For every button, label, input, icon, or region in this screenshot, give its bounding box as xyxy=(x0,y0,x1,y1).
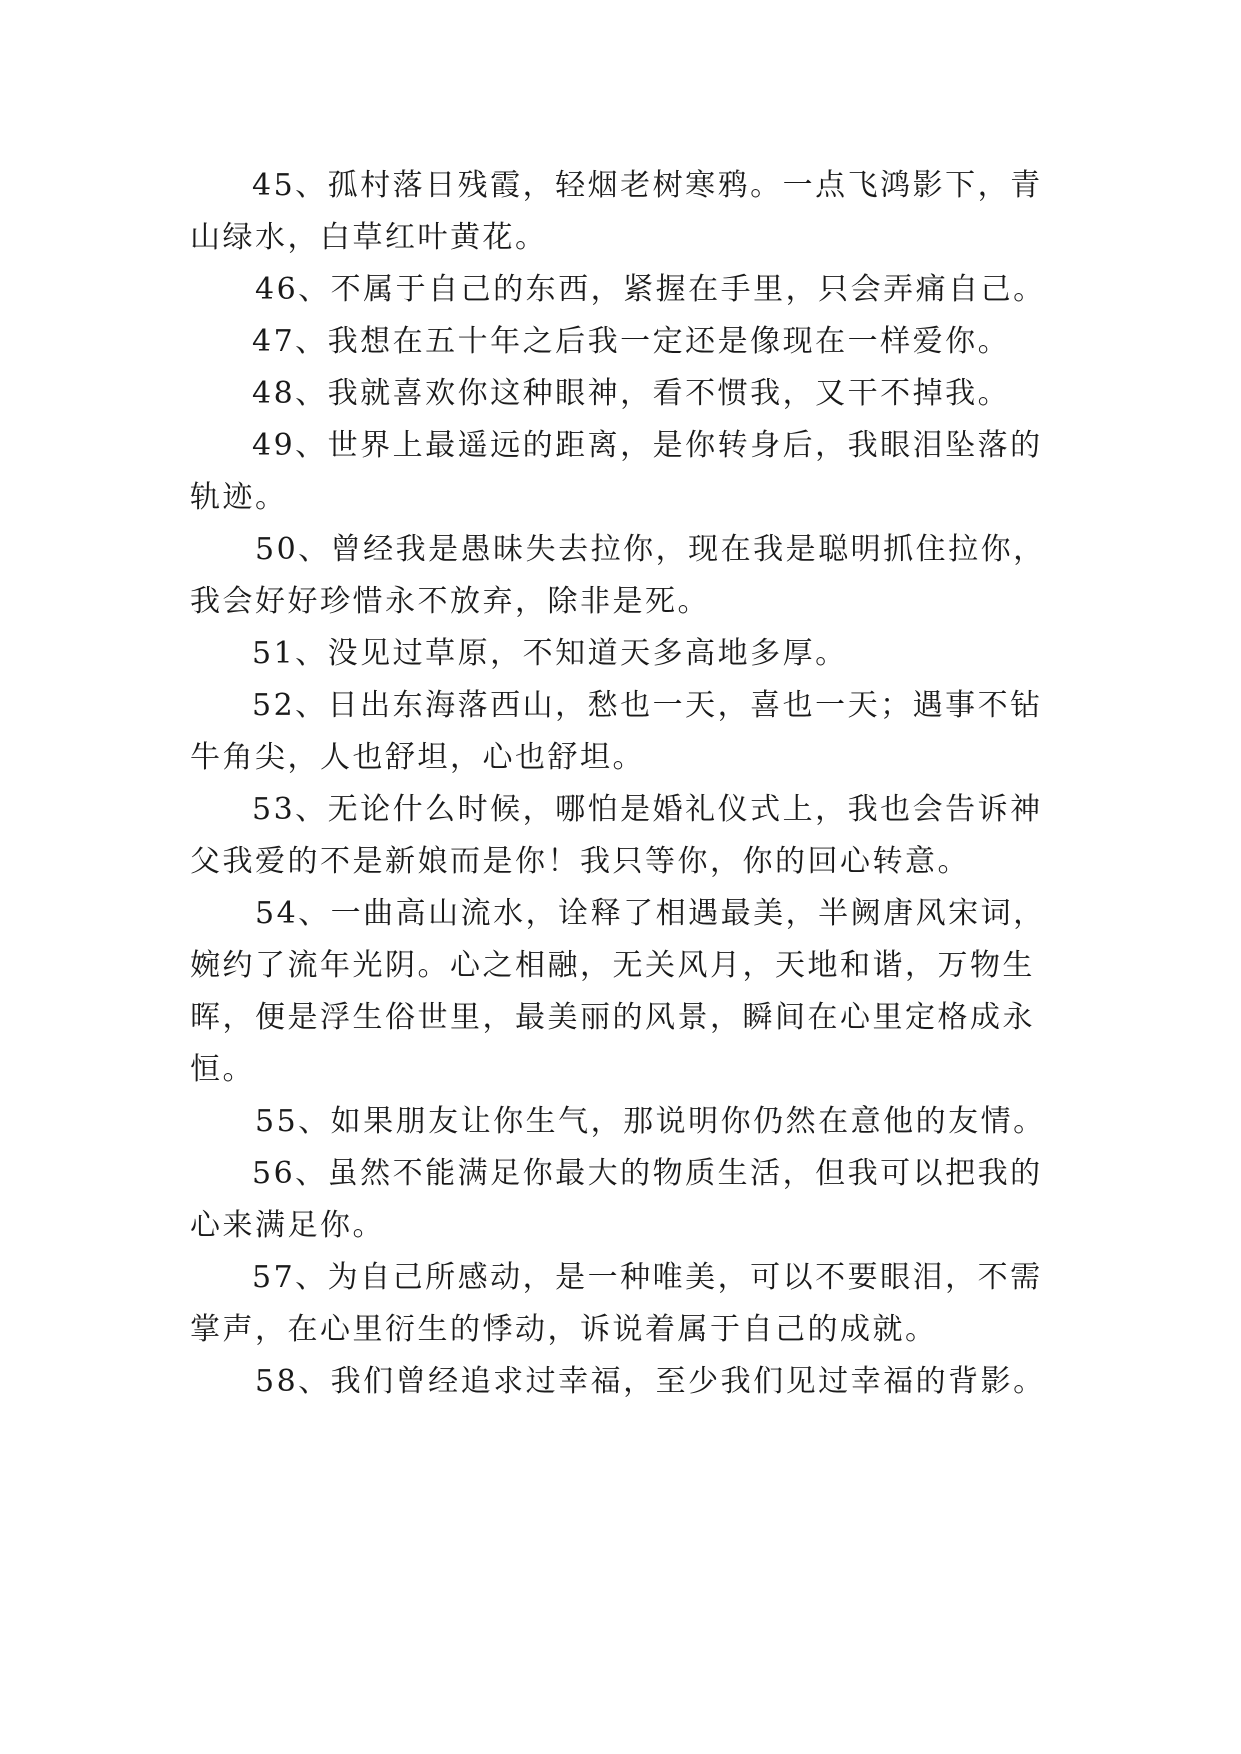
paragraph-46-line-1: 46、不属于自己的东西，紧握在手里，只会弄痛自己。 xyxy=(255,272,1046,307)
paragraph-54-line-1: 54、一曲高山流水，诠释了相遇最美，半阙唐风宋词， xyxy=(255,896,1046,931)
paragraph-54-line-2: 婉约了流年光阴。心之相融，无关风月，天地和谐，万物生 xyxy=(190,948,1035,983)
paragraph-55-line-1: 55、如果朋友让你生气，那说明你仍然在意他的友情。 xyxy=(255,1104,1046,1139)
paragraph-49-line-2: 轨迹。 xyxy=(190,480,288,515)
paragraph-53-line-2: 父我爱的不是新娘而是你！我只等你，你的回心转意。 xyxy=(190,844,970,879)
paragraph-50-line-2: 我会好好珍惜永不放弃，除非是死。 xyxy=(190,584,710,619)
paragraph-47-line-1: 47、我想在五十年之后我一定还是像现在一样爱你。 xyxy=(252,324,1011,359)
paragraph-51-line-1: 51、没见过草原，不知道天多高地多厚。 xyxy=(252,636,848,671)
paragraph-52-line-1: 52、日出东海落西山，愁也一天，喜也一天；遇事不钻 xyxy=(252,688,1043,723)
paragraph-49-line-1: 49、世界上最遥远的距离，是你转身后，我眼泪坠落的 xyxy=(252,428,1043,463)
paragraph-57-line-1: 57、为自己所感动，是一种唯美，可以不要眼泪，不需 xyxy=(252,1260,1043,1295)
paragraph-56-line-2: 心来满足你。 xyxy=(190,1208,385,1243)
paragraph-53-line-1: 53、无论什么时候，哪怕是婚礼仪式上，我也会告诉神 xyxy=(252,792,1043,827)
paragraph-57-line-2: 掌声，在心里衍生的悸动，诉说着属于自己的成就。 xyxy=(190,1312,938,1347)
paragraph-50-line-1: 50、曾经我是愚昧失去拉你，现在我是聪明抓住拉你， xyxy=(255,532,1046,567)
paragraph-54-line-4: 恒。 xyxy=(190,1052,255,1087)
paragraph-45-line-2: 山绿水，白草红叶黄花。 xyxy=(190,220,548,255)
paragraph-58-line-1: 58、我们曾经追求过幸福，至少我们见过幸福的背影。 xyxy=(255,1364,1046,1399)
paragraph-54-line-3: 晖，便是浮生俗世里，最美丽的风景，瞬间在心里定格成永 xyxy=(190,1000,1035,1035)
paragraph-56-line-1: 56、虽然不能满足你最大的物质生活，但我可以把我的 xyxy=(252,1156,1043,1191)
paragraph-45-line-1: 45、孤村落日残霞，轻烟老树寒鸦。一点飞鸿影下，青 xyxy=(252,168,1043,203)
paragraph-48-line-1: 48、我就喜欢你这种眼神，看不惯我，又干不掉我。 xyxy=(252,376,1011,411)
paragraph-52-line-2: 牛角尖，人也舒坦，心也舒坦。 xyxy=(190,740,645,775)
